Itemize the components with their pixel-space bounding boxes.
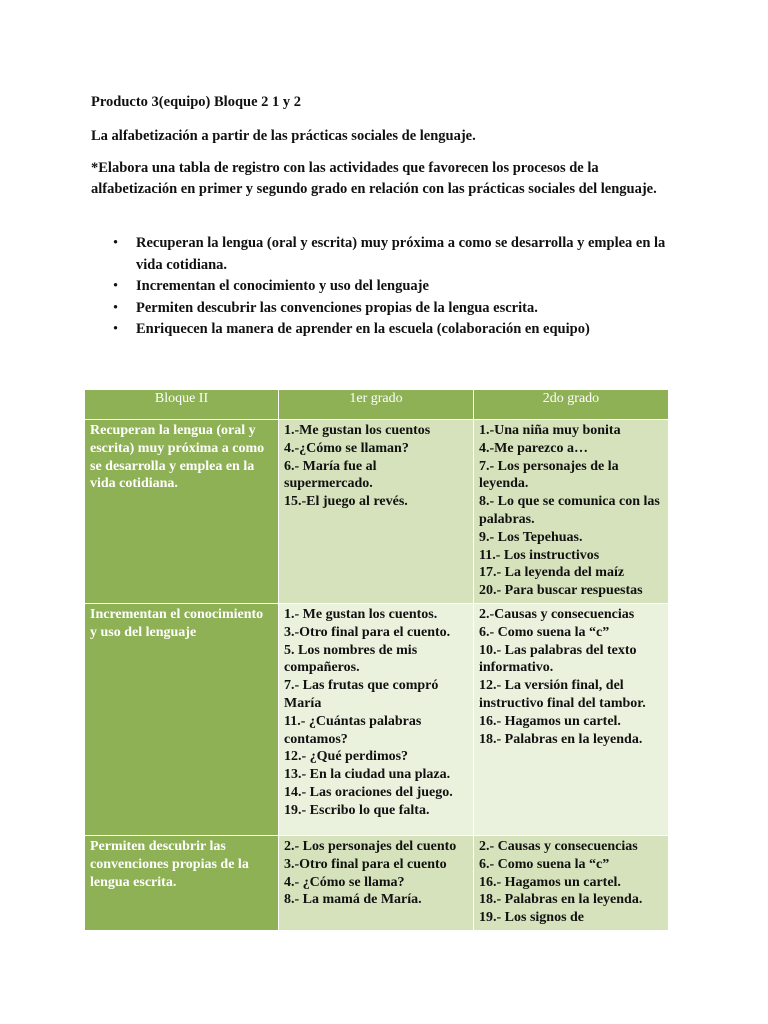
activity-item: 3.-Otro final para el cuento. — [284, 624, 451, 640]
activity-item: 18.- Palabras en la leyenda. — [479, 892, 643, 908]
activity-item: 20.- Para buscar respuestas — [479, 583, 643, 599]
grade1-activities — [279, 420, 474, 604]
activity-item: 13.- En la ciudad una plaza. — [284, 767, 451, 783]
activity-item: 2.- Los personajes del cuento — [284, 838, 457, 854]
activity-item: 16.- Hagamos un cartel. — [479, 874, 621, 890]
activity-item: 16.- Hagamos un cartel. — [479, 713, 621, 729]
activity-item: 3.-Otro final para el cuento — [284, 856, 447, 872]
activity-item: 12.- ¿Qué perdimos? — [284, 749, 409, 765]
activity-item: 19.- Escribo lo que falta. — [284, 802, 430, 818]
activity-item: 17.- La leyenda del maíz — [479, 565, 625, 581]
document-title: Producto 3(equipo) Bloque 2 1 y 2 — [91, 94, 302, 110]
activity-item: 15.-El juego al revés. — [284, 494, 408, 510]
row-label: Recuperan la lengua (oral y escrita) muy próxima a como se desarrolla y emplea en la vida cotidiana. — [85, 420, 279, 604]
activity-item: 11.- Los instructivos — [479, 547, 600, 563]
activity-item: 1.-Me gustan los cuentos — [284, 423, 431, 438]
bullet-list — [91, 233, 681, 341]
activity-item: 1.-Una niña muy bonita — [479, 423, 621, 438]
activity-item: 6.- Como suena la “c” — [479, 624, 610, 640]
grade1-activities — [279, 603, 474, 835]
bullet-icon: • — [113, 235, 119, 251]
grade2-activities — [474, 835, 669, 930]
activity-item: 9.- Los Tepehuas. — [479, 529, 583, 545]
bullet-item — [91, 319, 681, 341]
table-row — [85, 603, 669, 835]
bullet-icon: • — [113, 299, 119, 316]
activity-item: 11.- ¿Cuántas palabras contamos? — [284, 713, 422, 747]
activity-item: 7.- Las frutas que compró María — [284, 678, 439, 711]
bullet-text: Enriquecen la manera de aprender en la escuela (colaboración en equipo) — [136, 321, 590, 337]
table-row — [85, 420, 669, 604]
row-label: Permiten descubrir las convenciones propias de la lengua escrita. — [85, 835, 279, 930]
activity-item: 8.- Lo que se comunica con las palabras. — [479, 494, 660, 527]
activity-item: 14.- Las oraciones del juego. — [284, 784, 453, 800]
bullet-text: Incrementan el conocimiento y uso del lenguaje — [136, 278, 429, 294]
header-bloque: Bloque II — [85, 390, 279, 420]
bullet-text: Recuperan la lengua (oral y escrita) muy próxima a como se desarrolla y emplea en la vida cotidiana. — [136, 235, 666, 273]
grade1-activities — [279, 835, 474, 930]
activity-item: 7.- Los personajes de la leyenda. — [479, 458, 619, 492]
activity-item: 2.-Causas y consecuencias — [479, 606, 635, 622]
document-instruction: *Elabora una tabla de registro con las actividades que favorecen los procesos de la alfabetización en primer y segundo grado en relación con las prácticas sociales del lenguaje. — [91, 160, 657, 197]
table-row — [85, 835, 669, 930]
activity-item: 4.-¿Cómo se llaman? — [284, 440, 409, 456]
activity-item: 6.- Como suena la “c” — [479, 856, 610, 872]
activity-item: 5. Los nombres de mis compañeros. — [284, 642, 418, 676]
activity-item: 6.- María fue al supermercado. — [284, 458, 377, 492]
activity-item: 2.- Causas y consecuencias — [479, 838, 638, 854]
grade2-activities — [474, 420, 669, 604]
activity-item: 8.- La mamá de María. — [284, 892, 422, 908]
bullet-item — [91, 233, 681, 276]
activity-item: 10.- Las palabras del texto informativo. — [479, 642, 637, 676]
activity-item: 12.- La versión final, del instructivo final del tambor. — [479, 678, 646, 711]
activity-item: 4.- ¿Cómo se llama? — [284, 874, 405, 890]
table-header-row — [85, 390, 669, 420]
header-grado-2: 2do grado — [474, 390, 669, 420]
bullet-item — [91, 298, 681, 320]
activity-item: 4.-Me parezco a… — [479, 440, 588, 456]
activity-item: 18.- Palabras en la leyenda. — [479, 731, 643, 747]
bullet-icon: • — [113, 278, 119, 294]
bullet-icon: • — [113, 321, 119, 337]
registro-table — [84, 389, 669, 931]
activity-item: 19.- Los signos de — [479, 910, 585, 926]
bullet-item — [91, 276, 681, 298]
row-label: Incrementan el conocimiento y uso del lenguaje — [85, 603, 279, 835]
document-subtitle: La alfabetización a partir de las prácticas sociales de lenguaje. — [91, 128, 476, 144]
bullet-text: Permiten descubrir las convenciones propias de la lengua escrita. — [136, 299, 538, 316]
activity-item: 1.- Me gustan los cuentos. — [284, 606, 438, 622]
header-grado-1: 1er grado — [279, 390, 474, 420]
grade2-activities — [474, 603, 669, 835]
